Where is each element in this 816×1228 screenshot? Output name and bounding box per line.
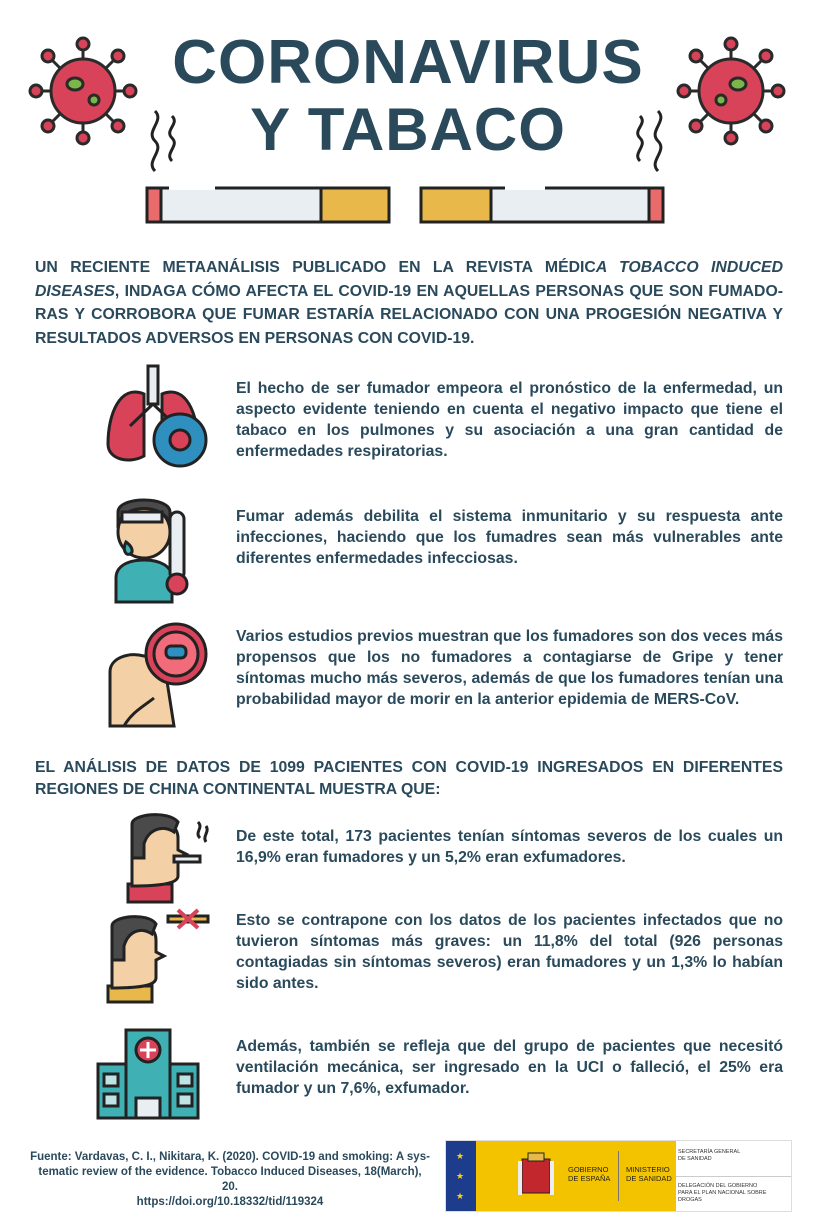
sick-person-thermometer-icon [108, 492, 192, 604]
section-heading: EL ANÁLISIS DE DATOS DE 1099 PACIENTES CON COVID-19 INGRESADOS EN DIFERENTES REGIONES DE CHINA CONTINENTAL MUESTRA QUE: [35, 759, 783, 798]
smoke-icon [140, 106, 190, 176]
point-text: Varios estudios previos muestran que los fumadores son dos veces más propensos que los no fumadores a contagiarse de Gripe y tener síntomas mucho más severos, además de que los fumadores tenían una probabilidad mayor de morir en la anterior epidemia de MERS-CoV. [236, 628, 783, 708]
title-line-2: Y TABACO [250, 96, 566, 163]
smoker-icon [108, 808, 212, 904]
lungs-virus-icon [100, 364, 212, 474]
body-infection-icon [104, 622, 214, 728]
eu-flag-bar: ★ ★ ★ [446, 1141, 476, 1211]
point-text: Fumar además debilita el sistema inmunitario y su respuesta ante infecciones, haciendo que los fumadres sean más vulnerables ante diferentes enfermedades infecciosas. [236, 508, 783, 567]
stat-text: Además, también se refleja que del grupo de pacientes que necesitó ventilación mecánica, ser ingresado en la UCI o falleció, el 25% era fumador y un 7,6%, exfumador. [236, 1038, 783, 1097]
virus-icon [676, 36, 786, 146]
stat-text: De este total, 173 pacientes tenían síntomas severos de los cuales un 16,9% eran fumadores y un 5,2% eran exfumadores. [236, 828, 783, 866]
non-smoker-icon [100, 908, 212, 1004]
stat-text: Esto se contrapone con los datos de los pacientes infectados que no tuvieron síntomas más graves: un 11,8% del total (926 personas contagiadas sin síntomas severos) eran fumadores y un 1,3% lo habían sido antes. [236, 912, 783, 992]
gobierno-label: GOBIERNO DE ESPAÑA [568, 1165, 611, 1183]
title-line-1: CORONAVIRUS [172, 28, 644, 97]
point-text: El hecho de ser fumador empeora el pronóstico de la enfermedad, un aspecto evidente teniendo en cuenta el negativo impacto que tiene el tabaco en los pulmones y su asociación a una gran cantidad de enfermedades respiratorias. [236, 380, 783, 460]
virus-icon [28, 36, 138, 146]
delegacion-label: DELEGACIÓN DEL GOBIERNO PARA EL PLAN NACIONAL SOBRE DROGAS [678, 1183, 767, 1203]
cigarette-icon [145, 184, 667, 226]
coat-of-arms-icon [518, 1151, 554, 1201]
intro-paragraph: UN RECIENTE METAANÁLISIS PUBLICADO EN LA REVISTA MÉDICA TOBACCO INDUCED DISEASES, INDAGA CÓMO AFECTA EL COVID-19 EN AQUELLAS PERSONAS QUE SON FUMADO-RAS Y CORROBORA QUE FUMAR ESTARÍA RELACIONADO CON UNA PROGESIÓN NEGATIVA Y RESULTADOS ADVERSOS EN PERSONAS CON COVID-19. [35, 259, 783, 347]
ministerio-label: MINISTERIO DE SANIDAD [626, 1165, 672, 1183]
source-citation: Fuente: Vardavas, C. I., Nikitara, K. (2020). COVID-19 and smoking: A sys- tematic review of the evidence. Tobacco Induced Diseases, 18(March), 20. https://doi.org/10.18332/tid/119324 [30, 1151, 430, 1208]
smoke-icon [622, 106, 672, 176]
government-logo [445, 1140, 792, 1212]
secretaria-label: SECRETARÍA GENERAL DE SANIDAD [678, 1149, 741, 1162]
hospital-icon [96, 1024, 200, 1120]
